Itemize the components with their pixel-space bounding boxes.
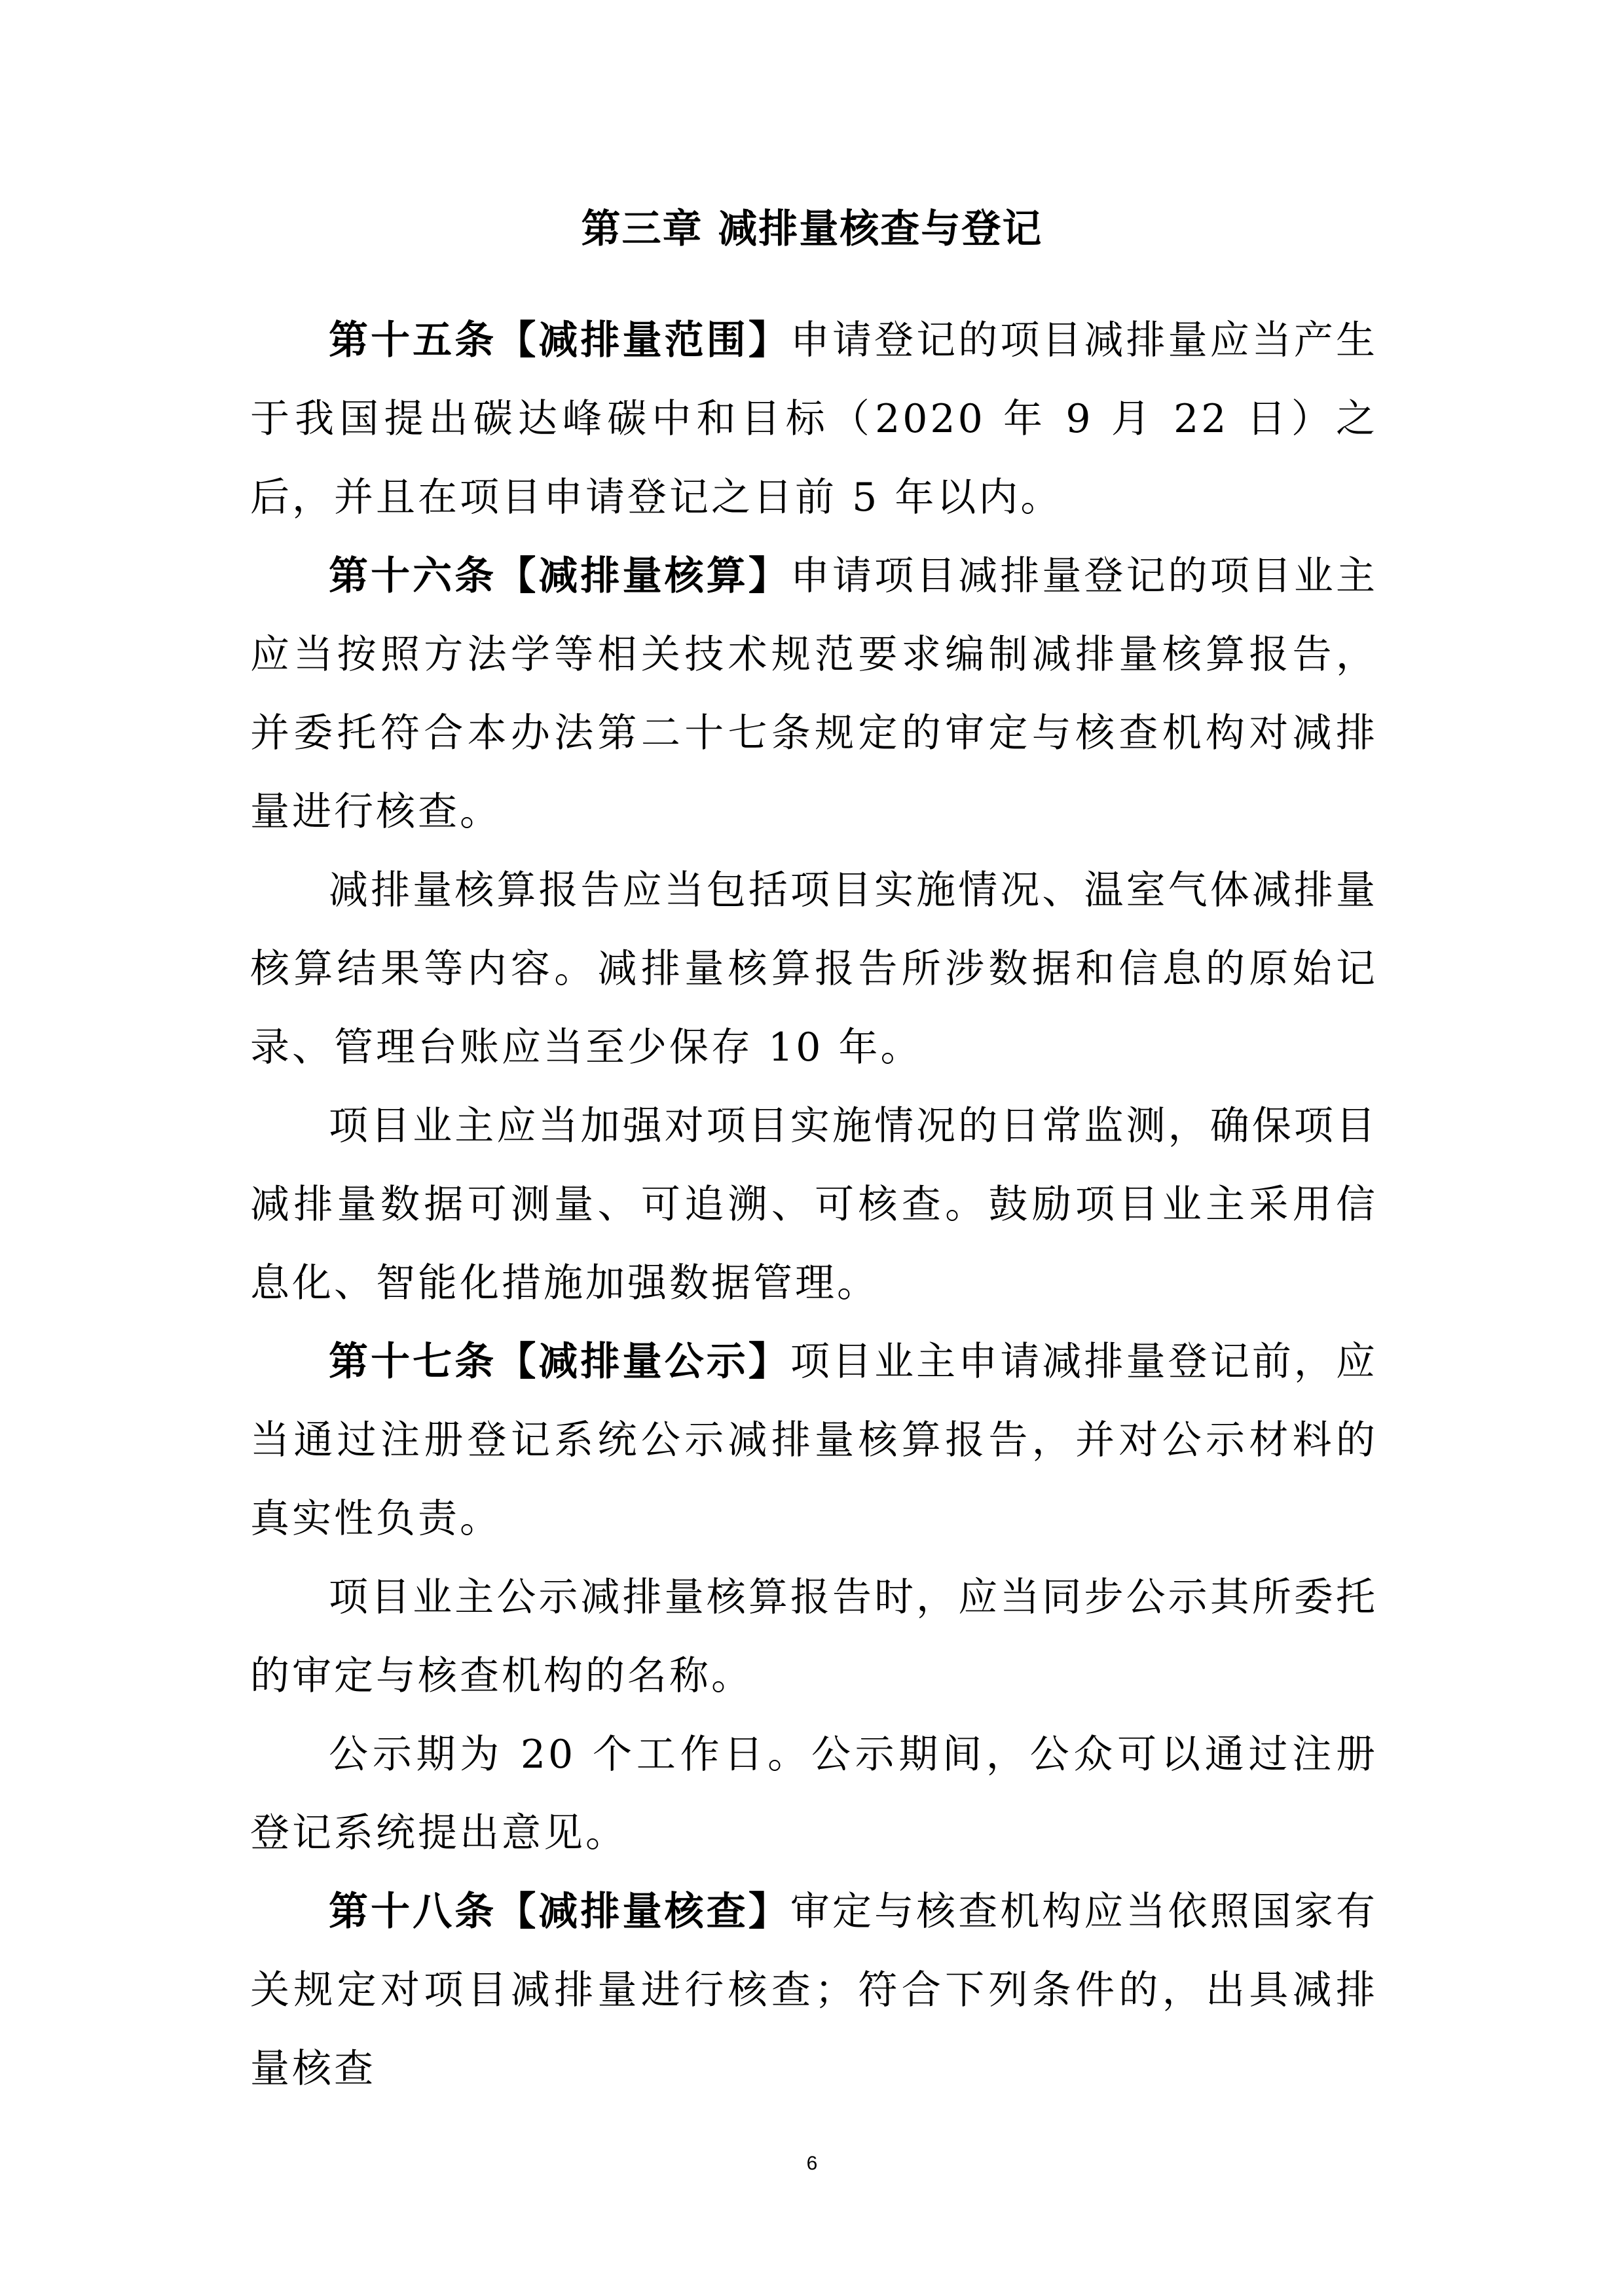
article-17-clause-3-text: 公示期为 20 个工作日。公示期间，公众可以通过注册登记系统提出意见。 bbox=[250, 1732, 1378, 1856]
article-16-clause-2 bbox=[250, 851, 1378, 1087]
article-15-text: 申请登记的项目减排量应当产生于我国提出碳达峰碳中和目标（2020 年 9 月 22 日）之后，并且在项目申请登记之日前 5 年以内。 bbox=[250, 318, 1378, 520]
article-16-clause-3-text: 项目业主应当加强对项目实施情况的日常监测，确保项目减排量数据可测量、可追溯、可核查。鼓励项目业主采用信息化、智能化措施加强数据管理。 bbox=[250, 1103, 1378, 1306]
article-16-heading: 第十六条【减排量核算】 bbox=[329, 553, 790, 599]
article-15-heading: 第十五条【减排量范围】 bbox=[329, 318, 790, 363]
article-16-clause-2-text: 减排量核算报告应当包括项目实施情况、温室气体减排量核算结果等内容。减排量核算报告所涉数据和信息的原始记录、管理台账应当至少保存 10 年。 bbox=[250, 867, 1378, 1070]
chapter-title: 第三章 减排量核查与登记 bbox=[581, 206, 1043, 252]
article-15-paragraph bbox=[250, 301, 1378, 537]
document-body bbox=[250, 301, 1378, 2108]
article-18-paragraph bbox=[250, 1872, 1378, 2108]
article-16-paragraph bbox=[250, 537, 1378, 851]
article-17-text: 项目业主申请减排量登记前，应当通过注册登记系统公示减排量核算报告，并对公示材料的真实性负责。 bbox=[250, 1339, 1378, 1542]
article-16-text: 申请项目减排量登记的项目业主应当按照方法学等相关技术规范要求编制减排量核算报告，并委托符合本办法第二十七条规定的审定与核查机构对减排量进行核查。 bbox=[250, 553, 1378, 835]
article-17-clause-3 bbox=[250, 1715, 1378, 1872]
article-18-heading: 第十八条【减排量核查】 bbox=[329, 1889, 790, 1935]
article-18-text: 审定与核查机构应当依照国家有关规定对项目减排量进行核查；符合下列条件的，出具减排量核查 bbox=[250, 1889, 1378, 2092]
article-16-clause-3 bbox=[250, 1087, 1378, 1322]
article-17-heading: 第十七条【减排量公示】 bbox=[329, 1339, 790, 1385]
article-17-clause-2 bbox=[250, 1558, 1378, 1715]
page-number: 6 bbox=[806, 2153, 818, 2174]
article-17-clause-2-text: 项目业主公示减排量核算报告时，应当同步公示其所委托的审定与核查机构的名称。 bbox=[250, 1575, 1378, 1699]
article-17-paragraph bbox=[250, 1322, 1378, 1558]
